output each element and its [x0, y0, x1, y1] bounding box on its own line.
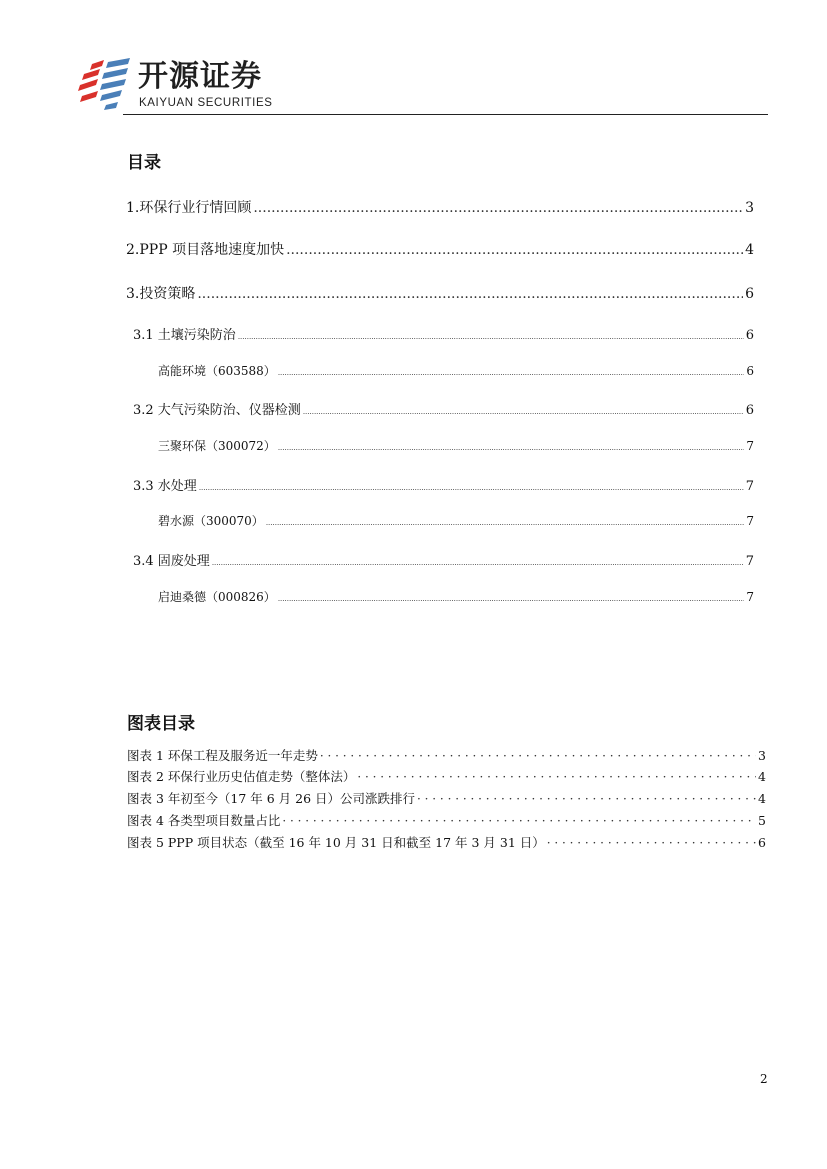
toc-entry-page: 6 [745, 403, 754, 418]
leader-dots [278, 589, 745, 607]
toc-entry-label: 三聚环保（300072） [158, 439, 276, 453]
toc-entry-label: 2.PPP 项目落地速度加快 [126, 242, 285, 258]
toc-entry[interactable] [158, 513, 754, 531]
toc-entry-page: 6 [745, 328, 754, 343]
toc-entry[interactable] [133, 328, 754, 345]
figure-entry[interactable] [127, 769, 766, 785]
brand-name-en: KAIYUAN SECURITIES [139, 97, 273, 109]
toc-entry[interactable] [133, 403, 754, 420]
figure-entry-page: 6 [758, 835, 766, 850]
figure-entry-page: 5 [758, 813, 766, 828]
toc-entry[interactable] [133, 554, 754, 571]
toc-entry-page: 7 [746, 514, 754, 528]
leader-dots [253, 199, 743, 217]
figure-entry[interactable] [127, 813, 766, 829]
leader-dots [286, 241, 743, 259]
leader-dots [282, 813, 756, 829]
leader-dots [212, 554, 744, 571]
toc-entry-label: 1.环保行业行情回顾 [126, 200, 252, 216]
toc-entry-page: 7 [746, 590, 754, 604]
page-number: 2 [760, 1072, 768, 1086]
toc-entry[interactable] [126, 241, 754, 259]
leader-dots [320, 748, 756, 764]
toc-entry-label: 启迪桑德（000826） [158, 590, 276, 604]
toc-entry-label: 3.2 大气污染防治、仪器检测 [133, 403, 301, 418]
toc-entry[interactable] [126, 285, 754, 303]
toc-entry[interactable] [133, 479, 754, 496]
leader-dots [547, 835, 756, 851]
figure-entry[interactable] [127, 748, 766, 764]
toc-entry[interactable] [158, 438, 754, 456]
figure-entry[interactable] [127, 791, 766, 807]
toc-entry[interactable] [158, 589, 754, 607]
leader-dots [266, 513, 745, 531]
toc-entry-label: 碧水源（300070） [158, 514, 264, 528]
toc-entry-label: 高能环境（603588） [158, 364, 276, 378]
toc-entry-label: 3.1 土壤污染防治 [133, 328, 236, 343]
leader-dots [357, 769, 756, 785]
toc-entry[interactable] [158, 363, 754, 381]
toc-entry-page: 7 [745, 479, 754, 494]
toc-entry-page: 4 [745, 242, 754, 258]
figures-title: 图表目录 [127, 714, 195, 734]
toc-entry-label: 3.4 固废处理 [133, 554, 210, 569]
figure-entry-page: 3 [758, 748, 766, 763]
header-divider [123, 114, 768, 115]
leader-dots [238, 328, 744, 345]
leader-dots [303, 403, 744, 420]
leader-dots [278, 438, 745, 456]
figure-entry-label: 图表 4 各类型项目数量占比 [127, 813, 281, 828]
toc-entry-label: 3.3 水处理 [133, 479, 197, 494]
leader-dots [278, 363, 745, 381]
toc-entry-page: 7 [746, 439, 754, 453]
toc-entry[interactable] [126, 199, 754, 217]
figure-entry[interactable] [127, 835, 766, 851]
leader-dots [199, 479, 744, 496]
leader-dots [197, 285, 743, 303]
toc-entry-page: 3 [745, 200, 754, 216]
figure-entry-label: 图表 3 年初至今（17 年 6 月 26 日）公司涨跌排行 [127, 791, 416, 806]
figure-entry-label: 图表 2 环保行业历史估值走势（整体法） [127, 769, 356, 784]
figure-entry-label: 图表 5 PPP 项目状态（截至 16 年 10 月 31 日和截至 17 年 3 月 31 日） [127, 835, 545, 850]
toc-title: 目录 [127, 153, 161, 173]
brand-name-cn: 开源证券 [138, 59, 262, 94]
figure-entry-page: 4 [758, 791, 766, 806]
figure-entry-page: 4 [758, 769, 766, 784]
kaiyuan-logo-icon [78, 58, 134, 110]
toc-entry-page: 6 [745, 286, 754, 302]
leader-dots [417, 791, 756, 807]
toc-entry-page: 7 [745, 554, 754, 569]
toc-entry-page: 6 [746, 364, 754, 378]
toc-entry-label: 3.投资策略 [126, 286, 196, 302]
figure-entry-label: 图表 1 环保工程及服务近一年走势 [127, 748, 318, 763]
